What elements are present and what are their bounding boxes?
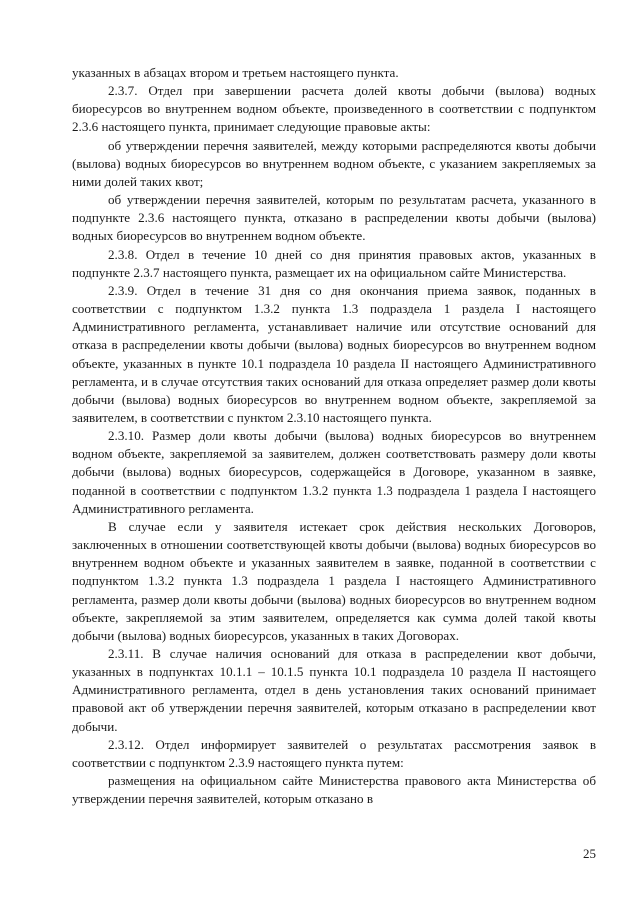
page-number: 25 — [583, 846, 596, 861]
paragraph-continuation: указанных в абзацах втором и третьем настоящего пункта. — [72, 65, 399, 80]
paragraph-2-3-10: 2.3.10. Размер доли квоты добычи (вылова) водных биоресурсов во внутреннем водном объекте, закрепляемой за заявителем, должен соответствовать размеру доли квоты добычи (вылова) водных биоресурсов, содержащейся в Договоре, указанном в заявке, поданной в соответствии с подпунктом 1.3.2 пункта 1.3 подраздела 1 раздела I настоящего Административного регламента. — [72, 428, 596, 516]
document-body — [72, 64, 596, 808]
paragraph-approve-list-distributed: об утверждении перечня заявителей, между которыми распределяются квоты добычи (вылова) водных биоресурсов во внутреннем водном объекте, с указанием закрепляемых за ними долей таких квот; — [72, 137, 596, 189]
paragraph-2-3-9: 2.3.9. Отдел в течение 31 дня со дня окончания приема заявок, поданных в соответствии с подпунктом 1.3.2 пункта 1.3 подраздела 1 раздела I настоящего Административного регламента, устанавливает наличие или отсутствие оснований для отказа в распределении квоты добычи (вылова) водных биоресурсов во внутреннем водном объекте, указанных в пункте 10.1 подраздела 10 раздела II настоящего Административного регламента, и в случае отсутствия таких оснований для отказа определяет размер доли квоты добычи (вылова) водных биоресурсов во внутреннем водном объекте, закрепляемой за заявителем, в соответствии с пунктом 2.3.10 настоящего пункта. — [72, 282, 596, 425]
paragraph-2-3-12: 2.3.12. Отдел информирует заявителей о результатах рассмотрения заявок в соответствии с подпунктом 2.3.9 настоящего пункта путем: — [72, 736, 596, 770]
paragraph-publication: размещения на официальном сайте Министерства правового акта Министерства об утверждении перечня заявителей, которым отказано в — [72, 773, 596, 807]
paragraph-2-3-7: 2.3.7. Отдел при завершении расчета долей квоты добычи (вылова) водных биоресурсов во внутреннем водном объекте, произведенного в соответствии с подпунктом 2.3.6 настоящего пункта, принимает следующие правовые акты: — [72, 83, 596, 135]
paragraph-multiple-contracts: В случае если у заявителя истекает срок действия нескольких Договоров, заключенных в отношении соответствующей квоты добычи (вылова) водных биоресурсов во внутреннем водном объекте и указанных заявителем в заявке, поданной в соответствии с подпунктом 1.3.2 пункта 1.3 подраздела 1 раздела I настоящего Административного регламента, размер доли квоты добычи (вылова) водных биоресурсов во внутреннем водном объекте, закрепляемой за этим заявителем, определяется как сумма долей такой квоты добычи (вылова) водных биоресурсов, указанных в таких Договорах. — [72, 518, 596, 643]
paragraph-2-3-8: 2.3.8. Отдел в течение 10 дней со дня принятия правовых актов, указанных в подпункте 2.3.7 настоящего пункта, размещает их на официальном сайте Министерства. — [72, 246, 596, 280]
paragraph-2-3-11: 2.3.11. В случае наличия оснований для отказа в распределении квот добычи, указанных в подпунктах 10.1.1 – 10.1.5 пункта 10.1 подраздела 10 раздела II настоящего Административного регламента, отдел в день установления таких оснований принимает правовой акт об утверждении перечня заявителей, которым отказано в распределении квот добычи. — [72, 646, 596, 734]
paragraph-approve-list-refused: об утверждении перечня заявителей, которым по результатам расчета, указанного в подпункте 2.3.6 настоящего пункта, отказано в распределении квоты добычи (вылова) водных биоресурсов во внутреннем водном объекте. — [72, 192, 596, 244]
